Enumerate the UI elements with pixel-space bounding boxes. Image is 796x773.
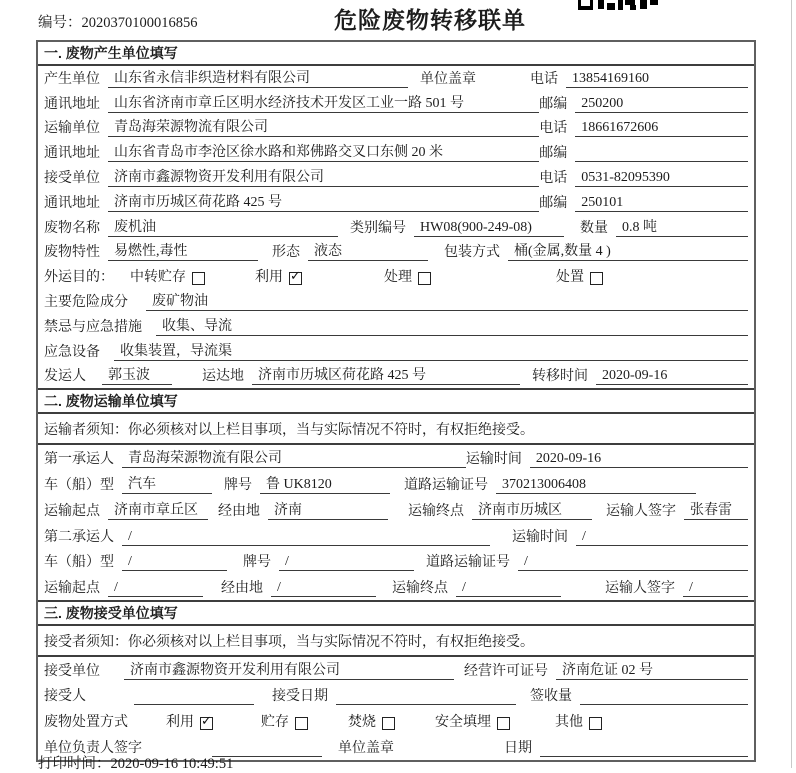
origin-label: 运输起点 xyxy=(44,503,100,519)
origin-label: 运输起点 xyxy=(44,581,100,597)
row-waste-name xyxy=(38,215,754,240)
transport-phone-value: 18661672606 xyxy=(575,120,748,137)
transport-unit-value: 青岛海荣源物流有限公司 xyxy=(108,116,539,137)
transport-time-label: 运输时间 xyxy=(512,529,568,545)
receiver-value xyxy=(134,688,254,705)
row-disposal xyxy=(38,708,754,734)
section2-heading: 二. 废物运输单位填写 xyxy=(38,388,754,414)
end-label: 运输终点 xyxy=(408,503,464,519)
row-receiver xyxy=(38,683,754,709)
signed-amount-label: 签收量 xyxy=(530,689,572,705)
character-label: 废物特性 xyxy=(44,245,100,261)
checkbox-icon xyxy=(497,717,510,730)
zip-label: 邮编 xyxy=(539,96,568,112)
unit-seal-label: 单位盖章 xyxy=(420,71,476,87)
section-producer xyxy=(38,42,754,388)
section-transporter xyxy=(38,388,754,600)
receive-phone-value: 0531-82095390 xyxy=(575,170,748,187)
transport-time1-value: 2020-09-16 xyxy=(530,451,748,468)
row-receive-unit xyxy=(38,165,754,190)
qr-code-partial xyxy=(578,0,658,11)
plate1-value: 鲁 UK8120 xyxy=(260,473,390,494)
option-label: 焚烧 xyxy=(348,714,376,730)
destination-label: 运达地 xyxy=(202,369,244,385)
print-time-label: 打印时间： xyxy=(38,756,111,772)
row-vehicle1 xyxy=(38,471,754,497)
receive-unit-label: 接受单位 xyxy=(44,663,100,679)
section3-heading: 三. 废物接受单位填写 xyxy=(38,600,754,626)
option-label: 其他 xyxy=(555,714,583,730)
option-label: 利用 xyxy=(255,270,283,286)
packing-value: 桶(金属,数量 4 ) xyxy=(508,240,748,261)
end-label: 运输终点 xyxy=(392,581,448,597)
hazard-label: 主要危险成分 xyxy=(44,294,128,310)
character-value: 易燃性,毒性 xyxy=(108,240,258,261)
date-label: 日期 xyxy=(504,740,532,756)
produce-unit-value: 山东省永信非织造材料有限公司 xyxy=(108,67,408,88)
row-shipper xyxy=(38,364,754,389)
carrier1-label: 第一承运人 xyxy=(44,452,114,468)
equipment-label: 应急设备 xyxy=(44,344,100,360)
head-sign-label: 单位负责人签字 xyxy=(44,740,142,756)
receiver-label: 接受人 xyxy=(44,689,86,705)
via2-value: / xyxy=(271,580,376,597)
date-value xyxy=(540,740,748,757)
carrier1-value: 青岛海荣源物流有限公司 xyxy=(122,447,466,468)
zip-label: 邮编 xyxy=(539,195,568,211)
road-permit2-value: / xyxy=(518,554,748,571)
origin1-value: 济南市章丘区 xyxy=(108,499,208,520)
via-label: 经由地 xyxy=(221,581,263,597)
row-waste-character xyxy=(38,240,754,265)
category-label: 类别编号 xyxy=(350,220,406,236)
packing-label: 包装方式 xyxy=(444,245,500,261)
receive-zip-value: 250101 xyxy=(575,195,748,212)
end1-value: 济南市历城区 xyxy=(472,499,592,520)
row-route1 xyxy=(38,497,754,523)
disposal-label: 废物处置方式 xyxy=(44,714,128,730)
disposal-option-other xyxy=(555,711,602,731)
plate-label: 牌号 xyxy=(243,555,271,571)
option-label: 利用 xyxy=(166,714,194,730)
receive-unit-value: 济南市鑫源物资开发利用有限公司 xyxy=(108,166,539,187)
purpose-option-treat xyxy=(384,266,431,286)
option-label: 处理 xyxy=(384,270,412,286)
transfer-time-label: 转移时间 xyxy=(532,369,588,385)
serial-value: 2020370100016856 xyxy=(81,15,198,31)
produce-zip-value: 250200 xyxy=(575,96,748,113)
produce-unit-label: 产生单位 xyxy=(44,71,100,87)
road-permit-label: 道路运输证号 xyxy=(426,555,510,571)
vehicle-label: 车（船）型 xyxy=(44,477,114,493)
transport-zip-value xyxy=(575,145,748,162)
via-label: 经由地 xyxy=(218,503,260,519)
phone-label: 电话 xyxy=(530,71,558,87)
row-taboo xyxy=(38,314,754,339)
row-equipment xyxy=(38,339,754,364)
transfer-manifest-form xyxy=(36,40,756,762)
row-produce-address xyxy=(38,91,754,116)
checkbox-icon xyxy=(418,272,431,285)
row-carrier2 xyxy=(38,523,754,549)
carrier2-value: / xyxy=(122,529,490,546)
row-carrier1 xyxy=(38,445,754,471)
form-label: 形态 xyxy=(272,245,300,261)
unit-seal-label: 单位盖章 xyxy=(338,740,394,756)
checkbox-icon xyxy=(200,717,213,730)
checkbox-icon xyxy=(295,717,308,730)
qty-value: 0.8 吨 xyxy=(616,216,748,237)
receive-address-value: 济南市历城区荷花路 425 号 xyxy=(108,191,539,212)
transfer-time-value: 2020-09-16 xyxy=(596,368,748,385)
plate2-value: / xyxy=(279,554,414,571)
hazard-value: 废矿物油 xyxy=(146,290,748,311)
row-transport-address xyxy=(38,140,754,165)
transporter-sign-label: 运输人签字 xyxy=(606,503,676,519)
plate-label: 牌号 xyxy=(224,477,252,493)
license-value: 济南危证 02 号 xyxy=(556,659,748,680)
vehicle1-value: 汽车 xyxy=(122,473,212,494)
serial-number xyxy=(38,11,198,32)
end2-value: / xyxy=(456,580,561,597)
receive-unit-value: 济南市鑫源物资开发利用有限公司 xyxy=(124,659,454,680)
receive-date-label: 接受日期 xyxy=(272,689,328,705)
category-value: HW08(900-249-08) xyxy=(414,220,564,237)
option-label: 安全填埋 xyxy=(435,714,491,730)
vehicle2-value: / xyxy=(122,554,227,571)
option-label: 处置 xyxy=(556,270,584,286)
transporter-sign2-value: / xyxy=(683,580,748,597)
transport-unit-label: 运输单位 xyxy=(44,121,100,137)
section-receiver xyxy=(38,600,754,759)
zip-label: 邮编 xyxy=(539,146,568,162)
shipper-label: 发运人 xyxy=(44,369,86,385)
purpose-option-use xyxy=(255,266,302,286)
row-route2 xyxy=(38,574,754,600)
form-value: 液态 xyxy=(308,240,428,261)
phone-label: 电话 xyxy=(539,121,568,137)
address-label: 通讯地址 xyxy=(44,195,100,211)
row-receive-unit3 xyxy=(38,657,754,683)
equipment-value: 收集装置，导流渠 xyxy=(114,340,748,361)
row-hazard xyxy=(38,289,754,314)
checkbox-icon xyxy=(192,272,205,285)
signed-amount-value xyxy=(580,688,748,705)
section1-heading: 一. 废物产生单位填写 xyxy=(38,42,754,66)
transporter-sign1-value: 张春雷 xyxy=(684,499,748,520)
address-label: 通讯地址 xyxy=(44,96,100,112)
destination-value: 济南市历城区荷花路 425 号 xyxy=(252,364,520,385)
option-label: 贮存 xyxy=(261,714,289,730)
waste-name-label: 废物名称 xyxy=(44,220,100,236)
row-transport-unit xyxy=(38,116,754,141)
page-title: 危险废物转移联单 xyxy=(334,7,526,33)
origin2-value: / xyxy=(108,580,203,597)
produce-phone-value: 13854169160 xyxy=(566,71,748,88)
receiver-notice: 接受者须知：你必须核对以上栏目事项，当与实际情况不符时，有权拒绝接受。 xyxy=(38,626,754,657)
phone-label: 电话 xyxy=(539,170,568,186)
qty-label: 数量 xyxy=(580,220,608,236)
purpose-label: 外运目的： xyxy=(44,270,114,286)
transport-time-label: 运输时间 xyxy=(465,452,522,468)
waste-name-value: 废机油 xyxy=(108,216,338,237)
transport-time2-value: / xyxy=(576,529,748,546)
disposal-option-landfill xyxy=(435,711,510,731)
purpose-option-dispose xyxy=(556,266,603,286)
checkbox-icon xyxy=(382,717,395,730)
license-label: 经营许可证号 xyxy=(464,663,548,679)
produce-address-value: 山东省济南市章丘区明水经济技术开发区工业一路 501 号 xyxy=(108,92,539,113)
road-permit-label: 道路运输证号 xyxy=(404,477,488,493)
taboo-value: 收集、导流 xyxy=(156,315,748,336)
checkbox-icon xyxy=(589,717,602,730)
address-label: 通讯地址 xyxy=(44,146,100,162)
shipper-value: 郭玉波 xyxy=(102,364,172,385)
road-permit1-value: 370213006408 xyxy=(496,477,696,494)
serial-label: 编号： xyxy=(38,15,82,31)
disposal-option-burn xyxy=(348,711,395,731)
row-receive-address xyxy=(38,190,754,215)
option-label: 中转贮存 xyxy=(130,270,186,286)
carrier2-label: 第二承运人 xyxy=(44,529,114,545)
row-transfer-purpose xyxy=(38,264,754,289)
row-vehicle2 xyxy=(38,549,754,575)
checkbox-icon xyxy=(590,272,603,285)
checkbox-icon xyxy=(289,272,302,285)
print-time xyxy=(38,752,233,773)
transporter-notice: 运输者须知：你必须核对以上栏目事项，当与实际情况不符时，有权拒绝接受。 xyxy=(38,414,754,445)
receive-date-value xyxy=(336,688,516,705)
row-produce-unit xyxy=(38,66,754,91)
transport-address-value: 山东省青岛市李沧区徐水路和郑佛路交叉口东侧 20 米 xyxy=(108,141,539,162)
purpose-option-storage xyxy=(130,266,205,286)
disposal-option-use xyxy=(166,711,213,731)
receive-unit-label: 接受单位 xyxy=(44,170,100,186)
print-time-value: 2020-09-16 10:49:51 xyxy=(110,756,234,772)
vehicle-label: 车（船）型 xyxy=(44,555,114,571)
page-edge-line xyxy=(791,0,792,768)
disposal-option-store xyxy=(261,711,308,731)
transporter-sign-label: 运输人签字 xyxy=(605,581,675,597)
taboo-label: 禁忌与应急措施 xyxy=(44,319,142,335)
via1-value: 济南 xyxy=(268,499,388,520)
